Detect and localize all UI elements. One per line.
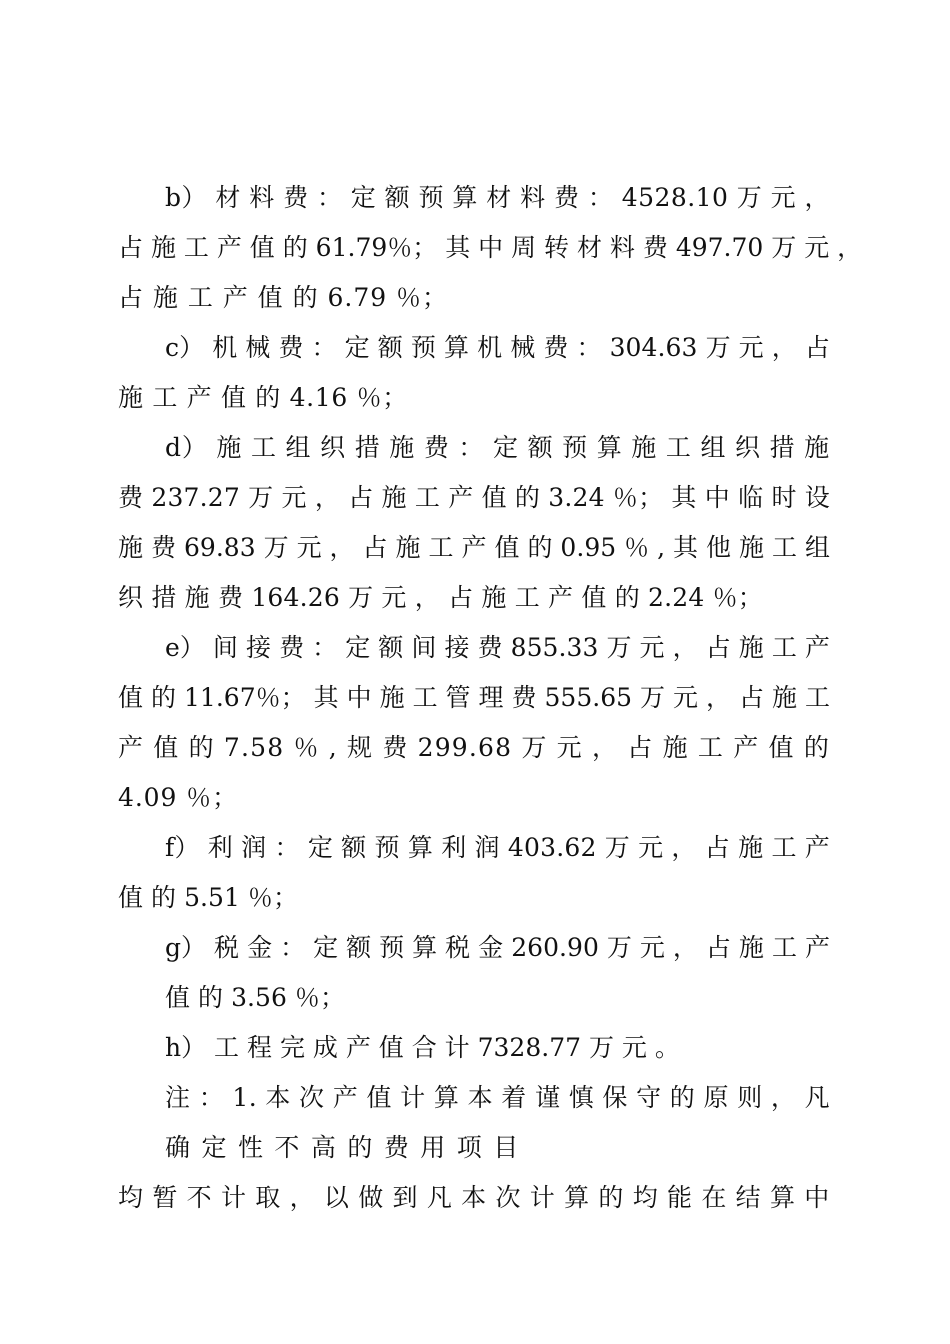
text-line: 施 工 产 值 的 4.16 ％； bbox=[118, 383, 408, 412]
text-line: 值 的 3.56 ％； bbox=[165, 983, 345, 1012]
text-line: h） 工 程 完 成 产 值 合 计 7328.77 万 元 。 bbox=[165, 1033, 680, 1062]
text-line: b） 材 料 费 ： 定 额 预 算 材 料 费 ： 4528.10 万 元 ， bbox=[165, 183, 830, 212]
text-line: 均 暂 不 计 取 ， 以 做 到 凡 本 次 计 算 的 均 能 在 结 算 中 bbox=[118, 1183, 830, 1212]
text-line: 占 施 工 产 值 的 61.79％； 其 中 周 转 材 料 费 497.70 万 元 ， bbox=[118, 233, 863, 262]
text-line: 织 措 施 费 164.26 万 元 ， 占 施 工 产 值 的 2.24 ％； bbox=[118, 583, 763, 612]
text-line: 值 的 11.67％； 其 中 施 工 管 理 费 555.65 万 元 ， 占 施 工 bbox=[118, 683, 830, 712]
text-line: 占 施 工 产 值 的 6.79 ％； bbox=[118, 283, 448, 312]
text-line: c） 机 械 费 ： 定 额 预 算 机 械 费 ： 304.63 万 元 ， 占 bbox=[165, 333, 830, 362]
text-line: 注 ： 1. 本 次 产 值 计 算 本 着 谨 慎 保 守 的 原 则 ， 凡 bbox=[165, 1083, 830, 1112]
text-line: f） 利 润 ： 定 额 预 算 利 润 403.62 万 元 ， 占 施 工 产 bbox=[165, 833, 830, 862]
text-line: 施 费 69.83 万 元 ， 占 施 工 产 值 的 0.95 ％ , 其 他 施 工 组 bbox=[118, 533, 830, 562]
text-line: 确 定 性 不 高 的 费 用 项 目 bbox=[165, 1133, 520, 1162]
text-line: 4.09 ％； bbox=[118, 783, 238, 812]
text-line: d） 施 工 组 织 措 施 费 ： 定 额 预 算 施 工 组 织 措 施 bbox=[165, 433, 830, 462]
text-line: 值 的 5.51 ％； bbox=[118, 883, 298, 912]
text-line: g） 税 金 ： 定 额 预 算 税 金 260.90 万 元 ， 占 施 工 产 bbox=[165, 933, 830, 962]
text-line: e） 间 接 费 ： 定 额 间 接 费 855.33 万 元 ， 占 施 工 产 bbox=[165, 633, 830, 662]
text-line: 产 值 的 7.58 ％ , 规 费 299.68 万 元 ， 占 施 工 产 值 的 bbox=[118, 733, 830, 762]
text-line: 费 237.27 万 元 ， 占 施 工 产 值 的 3.24 ％； 其 中 临 时 设 bbox=[118, 483, 830, 512]
